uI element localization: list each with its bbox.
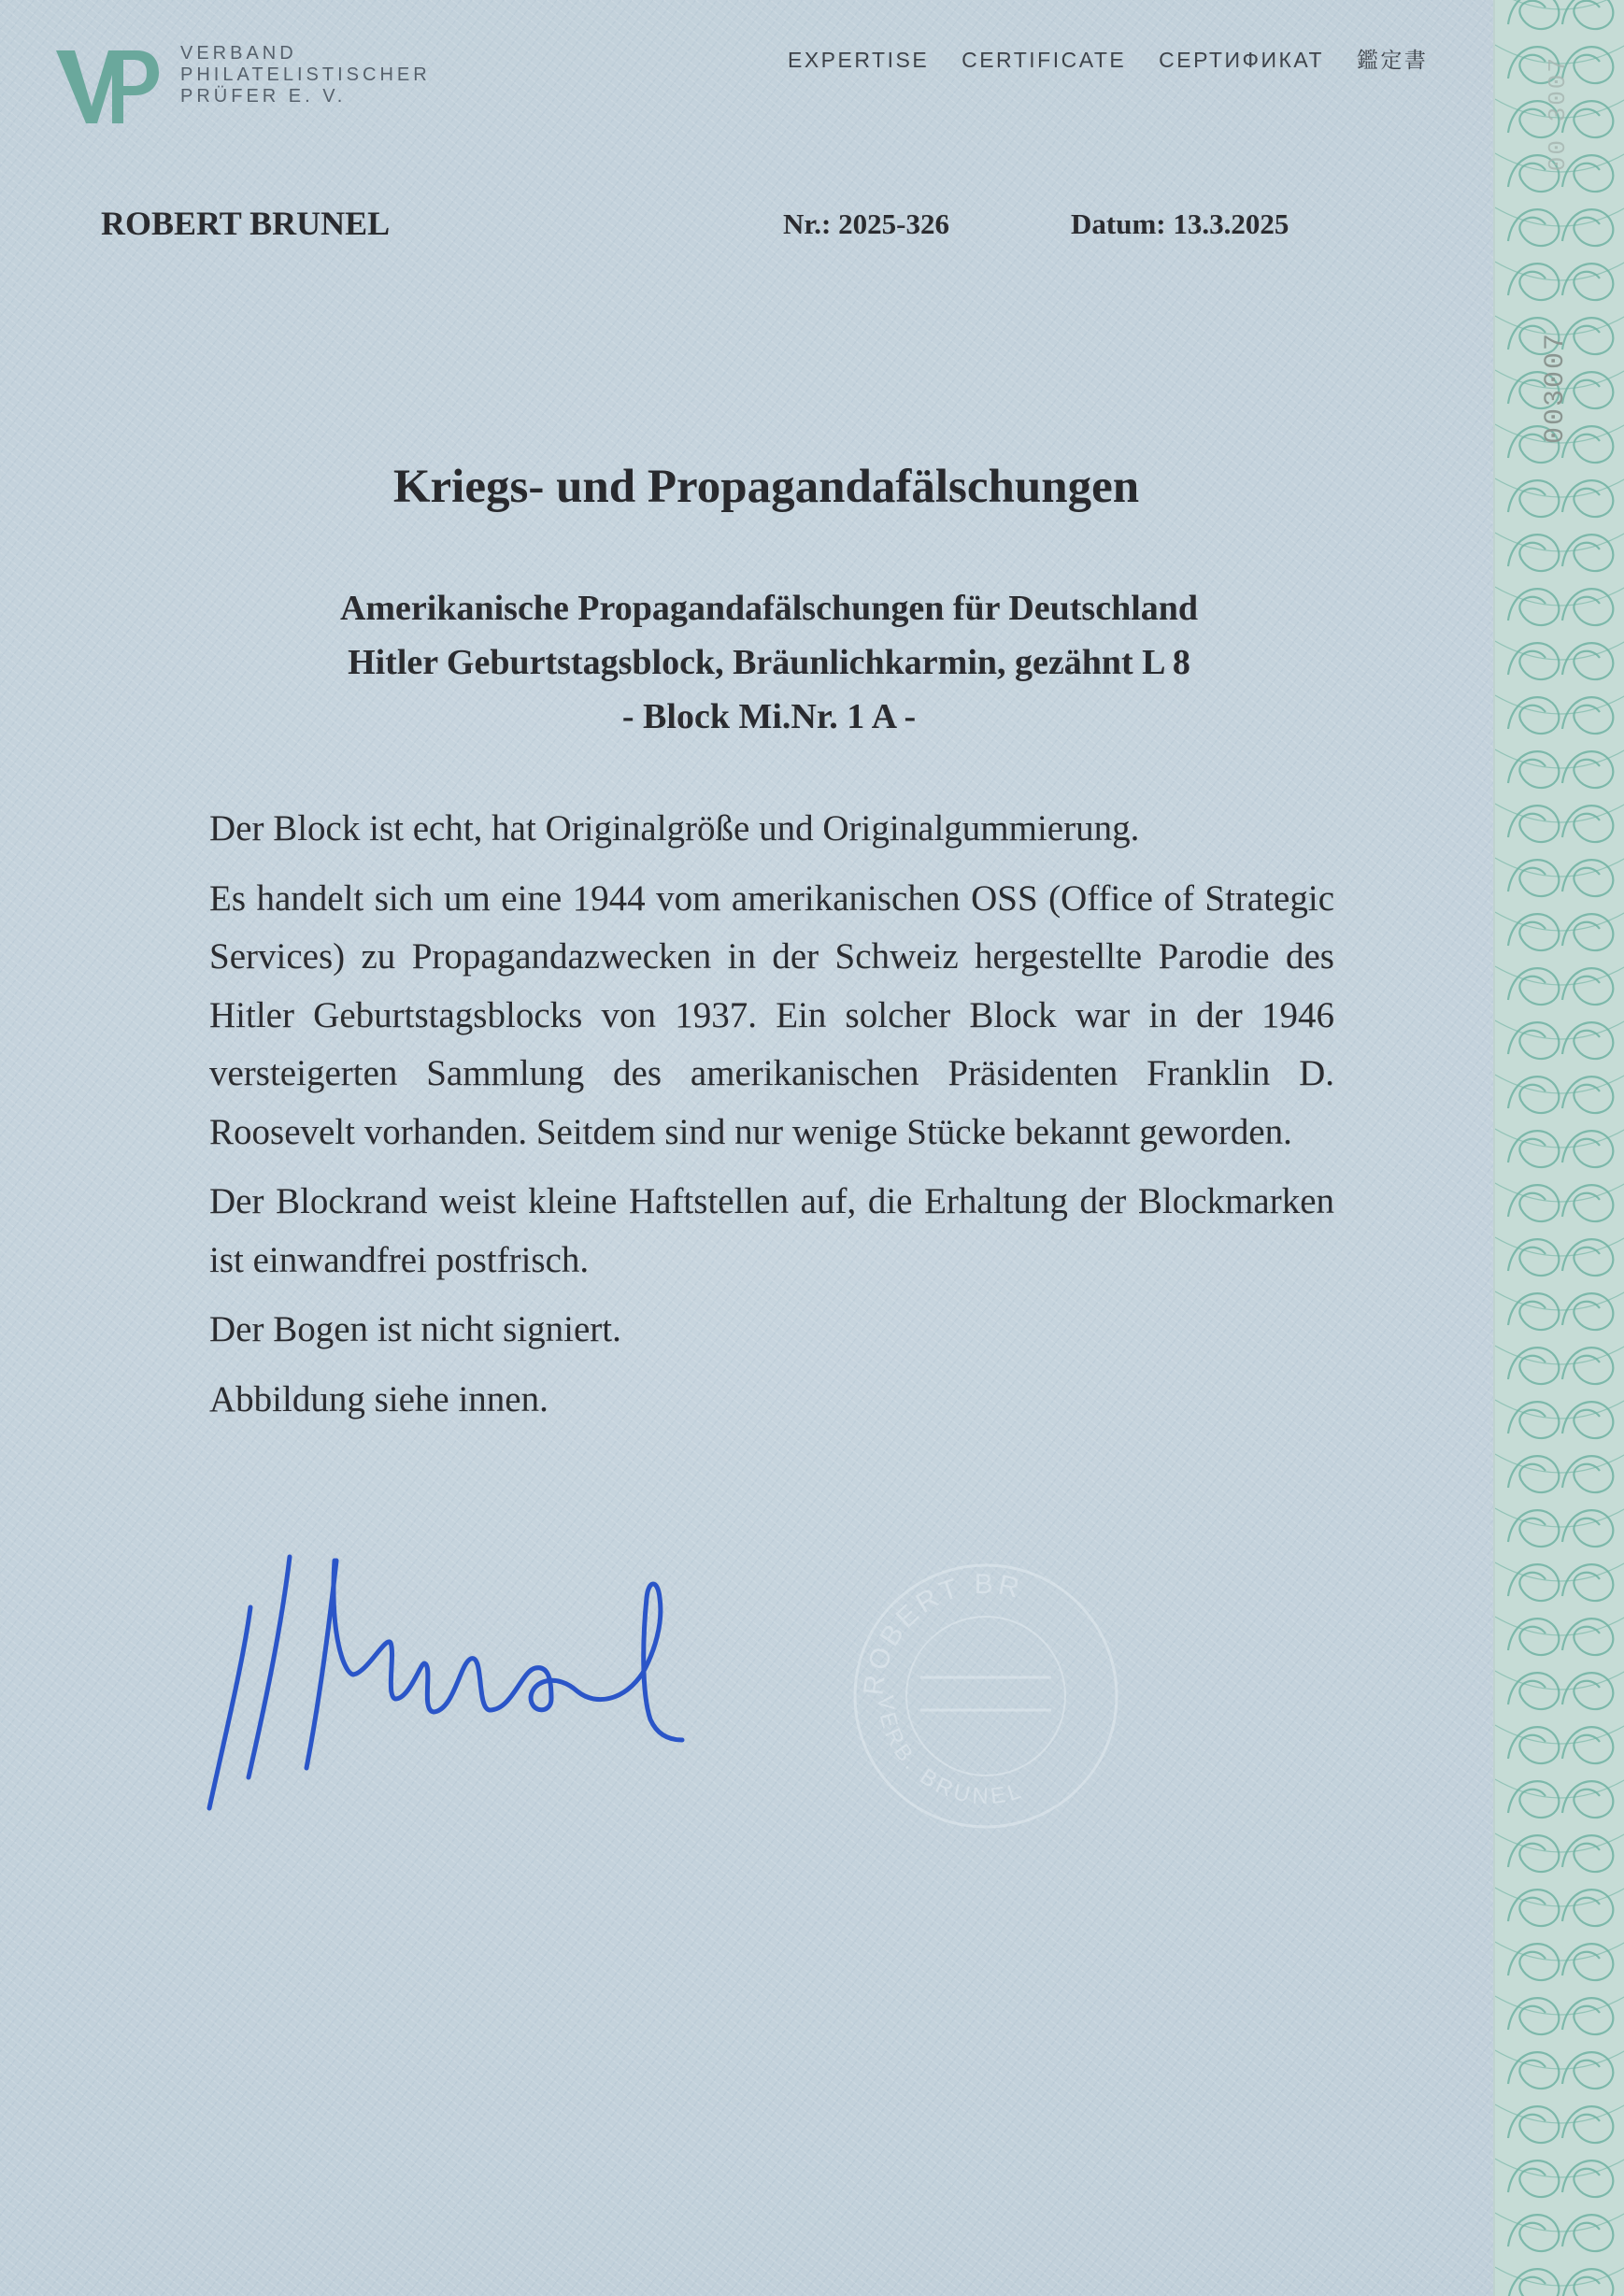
guilloche-loop — [1508, 1727, 1559, 1763]
guilloche-loop — [1562, 589, 1613, 625]
guilloche-loop — [1562, 2052, 1613, 2089]
guilloche-loop — [1508, 860, 1559, 896]
guilloche-loop — [1562, 1239, 1613, 1276]
guilloche-loop — [1508, 535, 1559, 571]
subtitle-line-3: - Block Mi.Nr. 1 A - — [621, 697, 917, 736]
guilloche-loop — [1562, 0, 1613, 29]
guilloche-loop — [1508, 751, 1559, 788]
guilloche-loop — [1562, 860, 1613, 896]
vpp-logo — [54, 45, 162, 129]
guilloche-loop — [1562, 1781, 1613, 1818]
guilloche-loop — [1562, 1727, 1613, 1763]
document-type-labels — [788, 43, 1442, 74]
guilloche-loop — [1562, 535, 1613, 571]
doc-type-certificate: CERTIFICATE — [962, 48, 1127, 72]
org-line-2: PHILATELISTISCHER — [180, 64, 431, 85]
guilloche-loop — [1562, 697, 1613, 734]
seal-text-bottom: VERB. BRUNEL — [872, 1694, 1028, 1810]
guilloche-loop — [1562, 1510, 1613, 1547]
guilloche-loop — [1562, 480, 1613, 517]
guilloche-loop — [1508, 968, 1559, 1005]
doc-type-japanese: 鑑定書 — [1356, 48, 1429, 72]
guilloche-loop — [1508, 1131, 1559, 1167]
guilloche-loop — [1508, 1673, 1559, 1709]
guilloche-loop — [1562, 806, 1613, 842]
guilloche-loop — [1562, 968, 1613, 1005]
guilloche-loop — [1562, 1022, 1613, 1059]
guilloche-loop — [1562, 1402, 1613, 1438]
doc-type-russian: СЕРТИФИКАТ — [1159, 48, 1324, 72]
embossed-seal — [846, 1556, 1126, 1836]
guilloche-loop — [1508, 1239, 1559, 1276]
guilloche-loop — [1562, 264, 1613, 300]
paragraph-history: Es handelt sich um eine 1944 vom amerikanischen OSS (Office of Strategic Services) zu Propagandazwecken in der Schweiz hergestellte Parodie des Hitler Geburtstagsblocks von 1937. Ein solcher Block war in der 1946 versteigerten Sammlung des amerikanischen Präsidenten Franklin D. Roosevelt vorhanden. Seitdem sind nur wenige Stücke bekannt geworden. — [209, 877, 1334, 1152]
guilloche-loop — [1508, 2161, 1559, 2197]
guilloche-loop — [1562, 643, 1613, 679]
guilloche-loop — [1562, 751, 1613, 788]
guilloche-loop — [1508, 1564, 1559, 1601]
guilloche-loop — [1508, 2052, 1559, 2089]
guilloche-loop — [1508, 0, 1559, 29]
guilloche-loop — [1508, 1835, 1559, 1872]
guilloche-loop — [1562, 1835, 1613, 1872]
guilloche-loop — [1508, 264, 1559, 300]
certificate-date: Datum: 13.3.2025 — [1071, 207, 1289, 240]
guilloche-loop — [1508, 209, 1559, 246]
handwritten-signature — [204, 1533, 690, 1832]
subtitle-line-1: Amerikanische Propagandafälschungen für Deutschland — [339, 589, 1199, 628]
doc-type-expertise: EXPERTISE — [788, 48, 930, 72]
guilloche-loop — [1508, 697, 1559, 734]
guilloche-loop — [1562, 1944, 1613, 1980]
guilloche-loop — [1562, 209, 1613, 246]
guilloche-loop — [1562, 1890, 1613, 1926]
guilloche-loop — [1562, 2161, 1613, 2197]
certificate-title: Kriegs- und Propagandafälschungen — [392, 461, 1140, 513]
paragraph-authenticity: Der Block ist echt, hat Originalgröße und Originalgummierung. — [209, 808, 1140, 849]
guilloche-loop — [1508, 2106, 1559, 2143]
serial-number-faint: 00 3007 — [1544, 56, 1572, 172]
guilloche-loop — [1508, 2215, 1559, 2251]
guilloche-loop — [1562, 1673, 1613, 1709]
guilloche-loop — [1562, 1077, 1613, 1113]
org-line-3: PRÜFER E. V. — [180, 86, 347, 107]
guilloche-loop — [1508, 914, 1559, 950]
guilloche-loop — [1508, 1022, 1559, 1059]
guilloche-loop — [1562, 1619, 1613, 1655]
guilloche-loop — [1562, 1456, 1613, 1492]
serial-number: 003007 — [1540, 332, 1572, 445]
guilloche-loop — [1508, 1619, 1559, 1655]
guilloche-loop — [1562, 1185, 1613, 1221]
guilloche-loop — [1508, 1944, 1559, 1980]
guilloche-loop — [1508, 1456, 1559, 1492]
guilloche-loop — [1562, 2215, 1613, 2251]
guilloche-loop — [1508, 1077, 1559, 1113]
paragraph-condition: Der Blockrand weist kleine Haftstellen auf, die Erhaltung der Blockmarken ist einwandfrei postfrisch. — [209, 1181, 1334, 1280]
guilloche-loop — [1562, 1131, 1613, 1167]
paragraph-signed: Der Bogen ist nicht signiert. — [209, 1309, 621, 1349]
org-name — [180, 43, 431, 107]
guilloche-loop — [1562, 1998, 1613, 2034]
guilloche-loop — [1508, 1510, 1559, 1547]
guilloche-loop — [1562, 1293, 1613, 1330]
guilloche-loop — [1508, 480, 1559, 517]
guilloche-loop — [1508, 806, 1559, 842]
guilloche-loop — [1562, 914, 1613, 950]
guilloche-loop — [1508, 1998, 1559, 2034]
guilloche-loop — [1562, 2106, 1613, 2143]
org-line-1: VERBAND — [180, 43, 297, 64]
guilloche-loop — [1562, 1348, 1613, 1384]
seal-text-top: ROBERT BR — [858, 1569, 1026, 1697]
certificate-subtitle — [0, 581, 1538, 744]
guilloche-loop — [1508, 1293, 1559, 1330]
guilloche-loop — [1508, 1402, 1559, 1438]
certificate-body — [209, 800, 1334, 1440]
paragraph-illustration: Abbildung siehe innen. — [209, 1378, 548, 1419]
guilloche-loop — [1508, 1348, 1559, 1384]
expert-name: ROBERT BRUNEL — [101, 205, 391, 242]
guilloche-loop — [1508, 1185, 1559, 1221]
guilloche-loop — [1508, 1781, 1559, 1818]
certificate-number: Nr.: 2025-326 — [783, 207, 949, 240]
guilloche-loop — [1508, 643, 1559, 679]
subtitle-line-2: Hitler Geburtstagsblock, Bräunlichkarmin, gezähnt L 8 — [348, 643, 1190, 682]
guilloche-loop — [1562, 1564, 1613, 1601]
guilloche-loop — [1508, 589, 1559, 625]
guilloche-loop — [1508, 1890, 1559, 1926]
